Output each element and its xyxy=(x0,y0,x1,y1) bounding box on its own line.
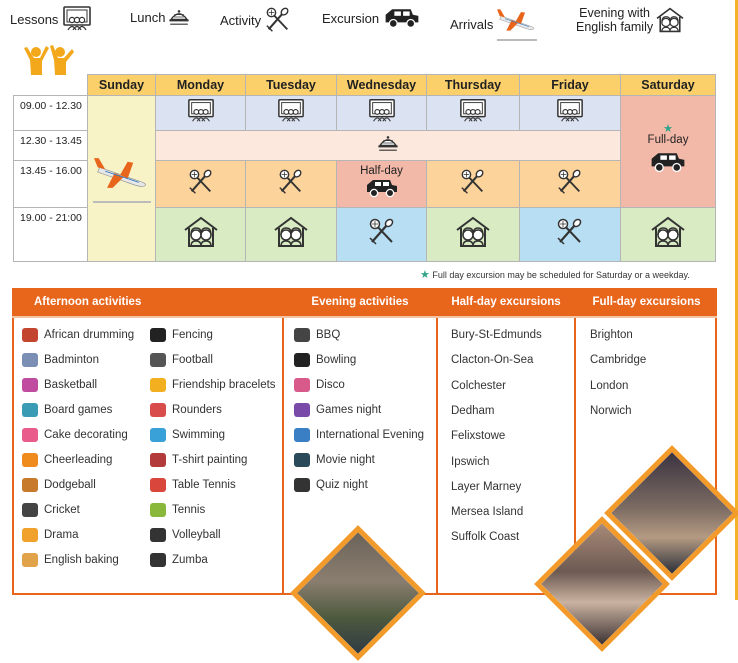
list-item xyxy=(150,428,225,442)
evening-cell-thursday xyxy=(427,208,520,262)
list-item xyxy=(294,328,340,342)
house-family-icon xyxy=(273,216,309,248)
list-item-label: Drama xyxy=(44,529,79,541)
quiz-icon xyxy=(294,478,310,492)
list-item: Mersea Island xyxy=(451,506,524,519)
lesson-cell-thursday xyxy=(427,96,520,131)
gamepad-icon xyxy=(294,403,310,417)
fullday-header: Full-day excursions xyxy=(576,288,717,316)
list-item: Cambridge xyxy=(590,354,647,367)
lesson-cell-friday xyxy=(520,96,621,131)
list-item xyxy=(150,503,205,517)
globe-people-icon xyxy=(294,428,310,442)
list-item-label: Zumba xyxy=(172,554,208,566)
legend-lunch xyxy=(130,6,191,28)
racket-guitar-icon xyxy=(556,168,584,196)
list-item: Ipswich xyxy=(451,455,490,468)
list-item xyxy=(294,453,375,467)
legend-arrivals xyxy=(450,6,541,42)
list-item-label: Friendship bracelets xyxy=(172,379,276,391)
list-item-label: Football xyxy=(172,354,213,366)
evening-cell-monday xyxy=(156,208,246,262)
list-item xyxy=(150,528,221,542)
disco-icon xyxy=(294,378,310,392)
list-item-label: Swimming xyxy=(172,429,226,441)
racket-guitar-icon xyxy=(367,217,397,247)
list-item-label: Movie night xyxy=(316,454,375,466)
list-item-label: Fencing xyxy=(172,329,213,341)
legend-evening-text xyxy=(576,6,653,34)
list-item xyxy=(294,353,356,367)
bracelet-icon xyxy=(150,378,166,392)
list-item xyxy=(22,378,97,392)
lesson-cell-tuesday xyxy=(246,96,337,131)
halfday-cell-wednesday xyxy=(337,161,427,208)
afternoon-header: Afternoon activities xyxy=(12,288,282,316)
list-item: Clacton-On-Sea xyxy=(451,354,534,367)
jeep-icon xyxy=(382,6,422,30)
list-item: Colchester xyxy=(451,379,506,392)
time-slot-lunch: 12.30 - 13.45 xyxy=(14,131,88,161)
list-item-label: Rounders xyxy=(172,404,222,416)
time-slot-evening: 19.00 - 21:00 xyxy=(14,208,88,262)
list-item: Dedham xyxy=(451,404,495,417)
drama-masks-icon xyxy=(22,528,38,542)
sunday-arrival-cell xyxy=(88,96,156,262)
fencing-icon xyxy=(150,328,166,342)
house-family-icon xyxy=(655,7,685,33)
list-item xyxy=(150,328,213,342)
legend-excursion xyxy=(322,6,422,30)
airplane-icon xyxy=(497,6,537,34)
day-header-sunday: Sunday xyxy=(88,75,156,96)
list-item-label: Disco xyxy=(316,379,345,391)
racket-guitar-icon xyxy=(187,168,215,196)
activity-cell-tuesday xyxy=(246,161,337,208)
saturday-fullday-label: Full-day xyxy=(647,134,689,146)
lesson-icon xyxy=(187,98,215,124)
arrivals-graphic xyxy=(497,6,541,42)
time-slot-morning: 09.00 - 12.30 xyxy=(14,96,88,131)
list-item xyxy=(22,553,119,567)
list-item: Brighton xyxy=(590,329,633,341)
list-item xyxy=(150,453,247,467)
list-item xyxy=(22,353,99,367)
cheerleader-icon xyxy=(22,453,38,467)
cricket-icon xyxy=(22,503,38,517)
activity-cell-monday xyxy=(156,161,246,208)
film-icon xyxy=(294,453,310,467)
list-item-label: T-shirt painting xyxy=(172,454,248,466)
list-item-label: Volleyball xyxy=(172,529,221,541)
racket-guitar-icon xyxy=(277,168,305,196)
lesson-icon xyxy=(277,98,305,124)
footnote xyxy=(420,268,690,281)
star-icon: ★ xyxy=(420,269,430,281)
list-item xyxy=(22,528,79,542)
legend-excursion-label: Excursion xyxy=(322,10,380,26)
list-item-label: Dodgeball xyxy=(44,479,96,491)
bbq-icon xyxy=(294,328,310,342)
list-item-label: Games night xyxy=(316,404,382,416)
list-item: Suffolk Coast xyxy=(451,531,520,544)
list-item xyxy=(150,353,213,367)
halfday-header: Half-day excursions xyxy=(438,288,574,316)
bowling-icon xyxy=(294,353,310,367)
racket-guitar-icon xyxy=(555,217,585,247)
column-divider xyxy=(282,288,284,595)
cloche-icon xyxy=(167,6,191,28)
jeep-icon xyxy=(363,177,401,199)
list-item xyxy=(294,378,345,392)
legend-evening-line2: English family xyxy=(576,20,654,34)
table-tennis-icon xyxy=(150,478,166,492)
list-item-label: Cake decorating xyxy=(44,429,128,441)
football-icon xyxy=(150,353,166,367)
runway-line xyxy=(93,201,151,203)
list-item: Felixstowe xyxy=(451,430,506,443)
house-family-icon xyxy=(455,216,491,248)
evening-header: Evening activities xyxy=(284,288,436,316)
list-item-label: International Evening xyxy=(316,429,425,441)
lesson-icon xyxy=(556,98,584,124)
swimming-icon xyxy=(150,428,166,442)
weekly-schedule xyxy=(13,74,716,262)
evening-cell-friday xyxy=(520,208,621,262)
lesson-icon xyxy=(62,6,92,32)
star-icon: ★ xyxy=(663,123,673,135)
list-item xyxy=(294,428,424,442)
legend-evening-line1: Evening with xyxy=(579,6,650,20)
list-item-label: BBQ xyxy=(316,329,341,341)
legend-lessons xyxy=(10,6,92,32)
list-item xyxy=(294,403,381,417)
lesson-icon xyxy=(368,98,396,124)
list-item-label: Table Tennis xyxy=(172,479,236,491)
drum-icon xyxy=(22,328,38,342)
legend-lunch-label: Lunch xyxy=(130,9,166,25)
legend-arrivals-label: Arrivals xyxy=(450,16,494,32)
list-item xyxy=(22,328,134,342)
basketball-icon xyxy=(22,378,38,392)
list-item xyxy=(294,478,368,492)
list-item-label: Tennis xyxy=(172,504,206,516)
list-item xyxy=(150,553,208,567)
bread-icon xyxy=(22,553,38,567)
activity-cell-friday xyxy=(520,161,621,208)
day-header-saturday: Saturday xyxy=(621,75,716,96)
day-header-friday: Friday xyxy=(520,75,621,96)
list-item-label: Bowling xyxy=(316,354,357,366)
list-item-label: English baking xyxy=(44,554,119,566)
legend-evening-family xyxy=(576,6,685,34)
racket-guitar-icon xyxy=(264,6,292,34)
list-item-label: Board games xyxy=(44,404,113,416)
list-item xyxy=(22,403,112,417)
list-item-label: African drumming xyxy=(44,329,135,341)
list-item: London xyxy=(590,379,629,392)
list-item xyxy=(22,428,128,442)
airplane-icon xyxy=(94,154,150,192)
list-item xyxy=(150,478,236,492)
list-item: Bury-St-Edmunds xyxy=(451,329,542,341)
list-item: Layer Marney xyxy=(451,480,522,493)
list-item-label: Cricket xyxy=(44,504,80,516)
list-item-label: Badminton xyxy=(44,354,99,366)
lesson-cell-monday xyxy=(156,96,246,131)
tennis-icon xyxy=(150,503,166,517)
jeep-icon xyxy=(648,150,688,174)
column-divider xyxy=(436,288,438,595)
list-item: Norwich xyxy=(590,404,632,417)
evening-cell-wednesday xyxy=(337,208,427,262)
list-item xyxy=(22,503,80,517)
list-item xyxy=(150,403,222,417)
list-item-label: Quiz night xyxy=(316,479,368,491)
list-item xyxy=(22,478,96,492)
legend-activity-label: Activity xyxy=(220,12,262,28)
saturday-fullday-cell xyxy=(621,96,716,208)
shuttlecock-icon xyxy=(22,353,38,367)
lesson-cell-wednesday xyxy=(337,96,427,131)
day-header-wednesday: Wednesday xyxy=(337,75,427,96)
legend-lessons-label: Lessons xyxy=(10,11,59,27)
lunch-cell xyxy=(156,131,621,161)
runway-line xyxy=(497,39,537,41)
evening-cell-tuesday xyxy=(246,208,337,262)
activity-cell-thursday xyxy=(427,161,520,208)
day-header-tuesday: Tuesday xyxy=(246,75,337,96)
rounders-icon xyxy=(150,403,166,417)
legend-activity xyxy=(220,6,292,34)
list-item xyxy=(22,453,112,467)
racket-guitar-icon xyxy=(459,168,487,196)
time-slot-afternoon: 13.45 - 16.00 xyxy=(14,161,88,208)
lesson-icon xyxy=(459,98,487,124)
day-header-thursday: Thursday xyxy=(427,75,520,96)
house-family-icon xyxy=(650,216,686,248)
volleyball-icon xyxy=(150,528,166,542)
evening-cell-saturday xyxy=(621,208,716,262)
cloche-icon xyxy=(376,132,400,154)
house-family-icon xyxy=(183,216,219,248)
corner-cell xyxy=(14,75,88,96)
tshirt-icon xyxy=(150,453,166,467)
zumba-icon xyxy=(150,553,166,567)
list-item-label: Basketball xyxy=(44,379,98,391)
board-games-icon xyxy=(22,403,38,417)
header-underline xyxy=(12,316,717,318)
dodgeball-icon xyxy=(22,478,38,492)
list-item-label: Cheerleading xyxy=(44,454,113,466)
wednesday-halfday-label: Half-day xyxy=(360,164,403,177)
footnote-text: Full day excursion may be scheduled for Saturday or a weekday. xyxy=(432,270,690,280)
cake-icon xyxy=(22,428,38,442)
day-header-monday: Monday xyxy=(156,75,246,96)
list-item xyxy=(150,378,276,392)
